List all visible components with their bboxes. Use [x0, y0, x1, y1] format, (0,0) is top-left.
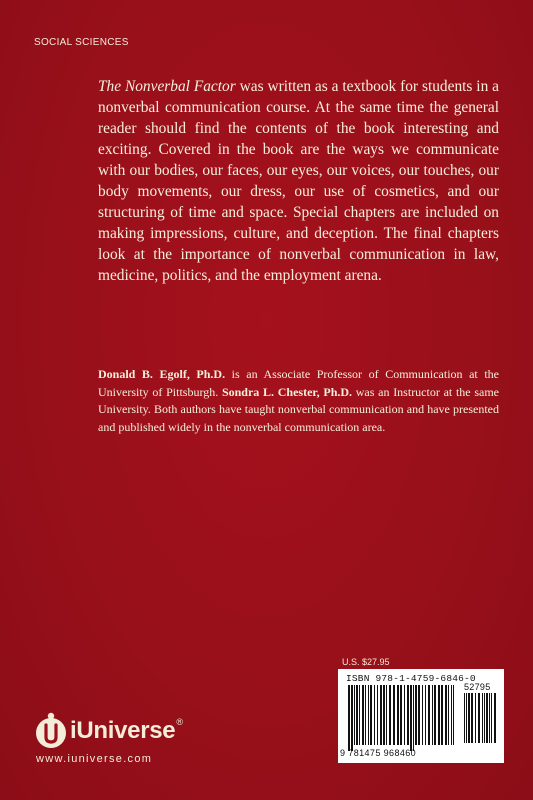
- barcode-bar: [407, 685, 409, 745]
- barcode-bar: [404, 685, 405, 745]
- barcode-bar: [400, 685, 402, 745]
- barcode-bar: [422, 685, 423, 745]
- barcode-bar: [348, 685, 350, 751]
- barcode-bar: [471, 693, 473, 743]
- barcode-bar: [434, 685, 436, 745]
- barcode-bar: [410, 685, 412, 751]
- barcode-bar: [428, 685, 430, 745]
- book-description: [98, 76, 499, 286]
- barcode-bar: [380, 685, 382, 745]
- barcode-bar: [377, 685, 378, 745]
- barcode-bar: [386, 685, 387, 745]
- barcode-bar: [354, 685, 355, 745]
- barcode-bar: [466, 693, 467, 743]
- book-title-italic: The Nonverbal Factor: [98, 78, 236, 95]
- barcode-bar: [356, 685, 358, 745]
- author-bio: [98, 366, 499, 436]
- barcode-bar: [415, 685, 417, 745]
- barcode-bar: [486, 693, 488, 743]
- barcode-bar: [383, 685, 385, 745]
- registered-mark: ®: [176, 717, 183, 727]
- barcode-bar: [359, 685, 360, 745]
- author2-name: Sondra L. Chester, Ph.D.: [221, 384, 353, 399]
- logo-name: iUniverse: [70, 717, 176, 744]
- barcode-bar: [362, 685, 364, 745]
- barcode-bar: [368, 685, 369, 745]
- barcode-bar: [475, 693, 476, 743]
- barcode-bar: [453, 685, 454, 745]
- barcode-bar: [425, 685, 426, 745]
- barcode: [338, 669, 504, 763]
- barcode-bar: [445, 685, 447, 745]
- addon-digits: 52795: [464, 682, 491, 692]
- barcode-bar: [365, 685, 366, 745]
- barcode-bar: [393, 685, 395, 745]
- barcode-bar: [478, 693, 480, 743]
- barcode-bar: [451, 685, 452, 745]
- price-label: U.S. $27.95: [342, 657, 390, 667]
- barcode-bar: [494, 693, 496, 743]
- category-label: SOCIAL SCIENCES: [34, 37, 129, 48]
- barcode-bar: [484, 693, 485, 743]
- author1-name: Donald B. Egolf, Ph.D.: [98, 367, 226, 381]
- barcode-bar: [468, 693, 470, 743]
- addon-barcode-bars: [462, 693, 498, 749]
- barcode-bar: [397, 685, 399, 745]
- publisher-website: www.iuniverse.com: [36, 753, 153, 765]
- barcode-bar: [374, 685, 375, 745]
- logo-text: [70, 717, 183, 745]
- barcode-bar: [438, 685, 440, 745]
- author2-bio-text: was an Instructor at the same University. Both authors have taught nonverbal communication and have presented and published widely in the nonverbal communication area.: [98, 384, 499, 434]
- barcode-bar: [418, 685, 420, 745]
- book-description-text: was written as a textbook for students in a nonverbal communication course. At the same time the general reader should find the contents of the book interesting and exciting. Covered in the book are the ways we communicate with our bodies, our faces, our eyes, our voices, our touches, our body movements, our dress, our use of cosmetics, and our structuring of time and space. Special chapters are included on making impressions, culture, and deception. The final chapters look at the importance of nonverbal communication in law, medicine, politics, and the employment arena.: [98, 78, 499, 284]
- barcode-bar: [432, 685, 433, 745]
- barcode-bar: [370, 685, 372, 745]
- barcode-bar: [491, 693, 492, 743]
- isbn-label: ISBN 978-1-4759-6846-0: [346, 673, 476, 684]
- ean-barcode-bars: [346, 685, 458, 751]
- barcode-bar: [482, 693, 483, 743]
- barcode-bar: [441, 685, 443, 745]
- barcode-bar: [448, 685, 449, 745]
- author1-bio-text: is an Associate Professor of Communication at the University of Pittsburgh.: [98, 367, 499, 399]
- barcode-bar: [389, 685, 391, 745]
- barcode-bar: [489, 693, 490, 743]
- barcode-bar: [413, 685, 414, 751]
- barcode-bar: [464, 693, 465, 743]
- publisher-logo: [34, 711, 183, 751]
- iuniverse-logo-icon: [34, 712, 68, 750]
- barcode-bar: [351, 685, 353, 751]
- ean-digits: 9 781475 968460: [340, 748, 417, 758]
